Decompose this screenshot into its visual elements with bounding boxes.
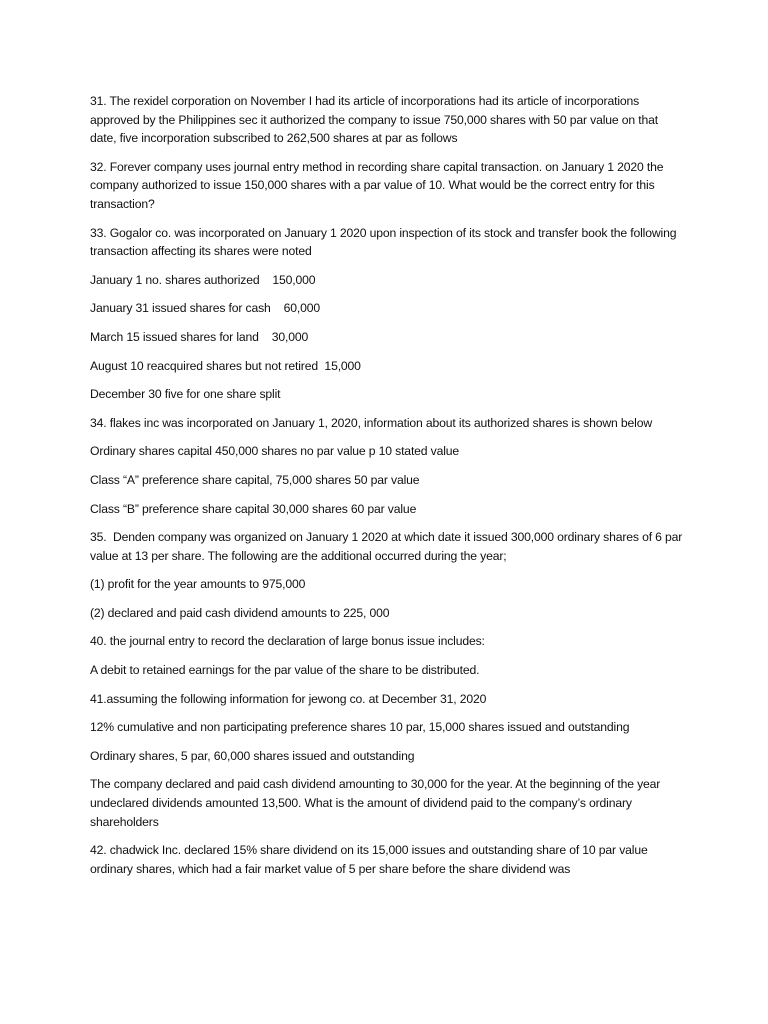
question-41: 41.assuming the following information for jewong co. at December 31, 2020	[90, 691, 487, 706]
question-33: 33. Gogalor co. was incorporated on January 1 2020 upon inspection of its stock and transfer book the following transaction affecting its shares were noted	[90, 225, 680, 259]
transaction-line: March 15 issued shares for land 30,000	[90, 329, 309, 344]
transaction-line: January 31 issued shares for cash 60,000	[90, 301, 320, 316]
info-line: Ordinary shares, 5 par, 60,000 shares issued and outstanding	[90, 748, 415, 763]
question-42: 42. chadwick Inc. declared 15% share dividend on its 15,000 issues and outstanding share of 10 par value ordinary shares, which had a fair market value of 5 per share before the share dividend was	[90, 843, 651, 876]
question-31: 31. The rexidel corporation on November I had its article of incorporations had its article of incorporations approved by the Philippines sec it authorized the company to issue 750,000 shares with 50 par value on that date, five incorporation subscribed to 262,500 shares at par as follows	[90, 94, 662, 146]
transaction-line: January 1 no. shares authorized 150,000	[90, 272, 316, 287]
transaction-line: August 10 reacquired shares but not retired 15,000	[90, 358, 361, 373]
event-line: (1) profit for the year amounts to 975,000	[90, 577, 306, 592]
info-line: 12% cumulative and non participating preference shares 10 par, 15,000 shares issued and outstanding	[90, 720, 630, 735]
info-line: The company declared and paid cash dividend amounting to 30,000 for the year. At the beginning of the year undeclared dividends amounted 13,500. What is the amount of dividend paid to the company’s ordinary shareholders	[90, 777, 664, 829]
share-info-line: Class “B” preference share capital 30,000 shares 60 par value	[90, 501, 417, 516]
question-32: 32. Forever company uses journal entry method in recording share capital transaction. on January 1 2020 the company authorized to issue 150,000 shares with a par value of 10. What would be the correct entry for this transaction?	[90, 159, 667, 211]
question-40: 40. the journal entry to record the declaration of large bonus issue includes:	[90, 634, 485, 649]
document-body	[90, 92, 686, 888]
event-line: (2) declared and paid cash dividend amounts to 225, 000	[90, 605, 390, 620]
answer-line: A debit to retained earnings for the par value of the share to be distributed.	[90, 663, 480, 678]
question-34: 34. flakes inc was incorporated on January 1, 2020, information about its authorized shares is shown below	[90, 415, 652, 430]
question-35: 35. Denden company was organized on January 1 2020 at which date it issued 300,000 ordinary shares of 6 par value at 13 per share. The following are the additional occurred during the year;	[90, 530, 686, 563]
share-info-line: Ordinary shares capital 450,000 shares no par value p 10 stated value	[90, 444, 460, 459]
share-info-line: Class “A” preference share capital, 75,000 shares 50 par value	[90, 472, 420, 487]
transaction-line: December 30 five for one share split	[90, 387, 281, 402]
